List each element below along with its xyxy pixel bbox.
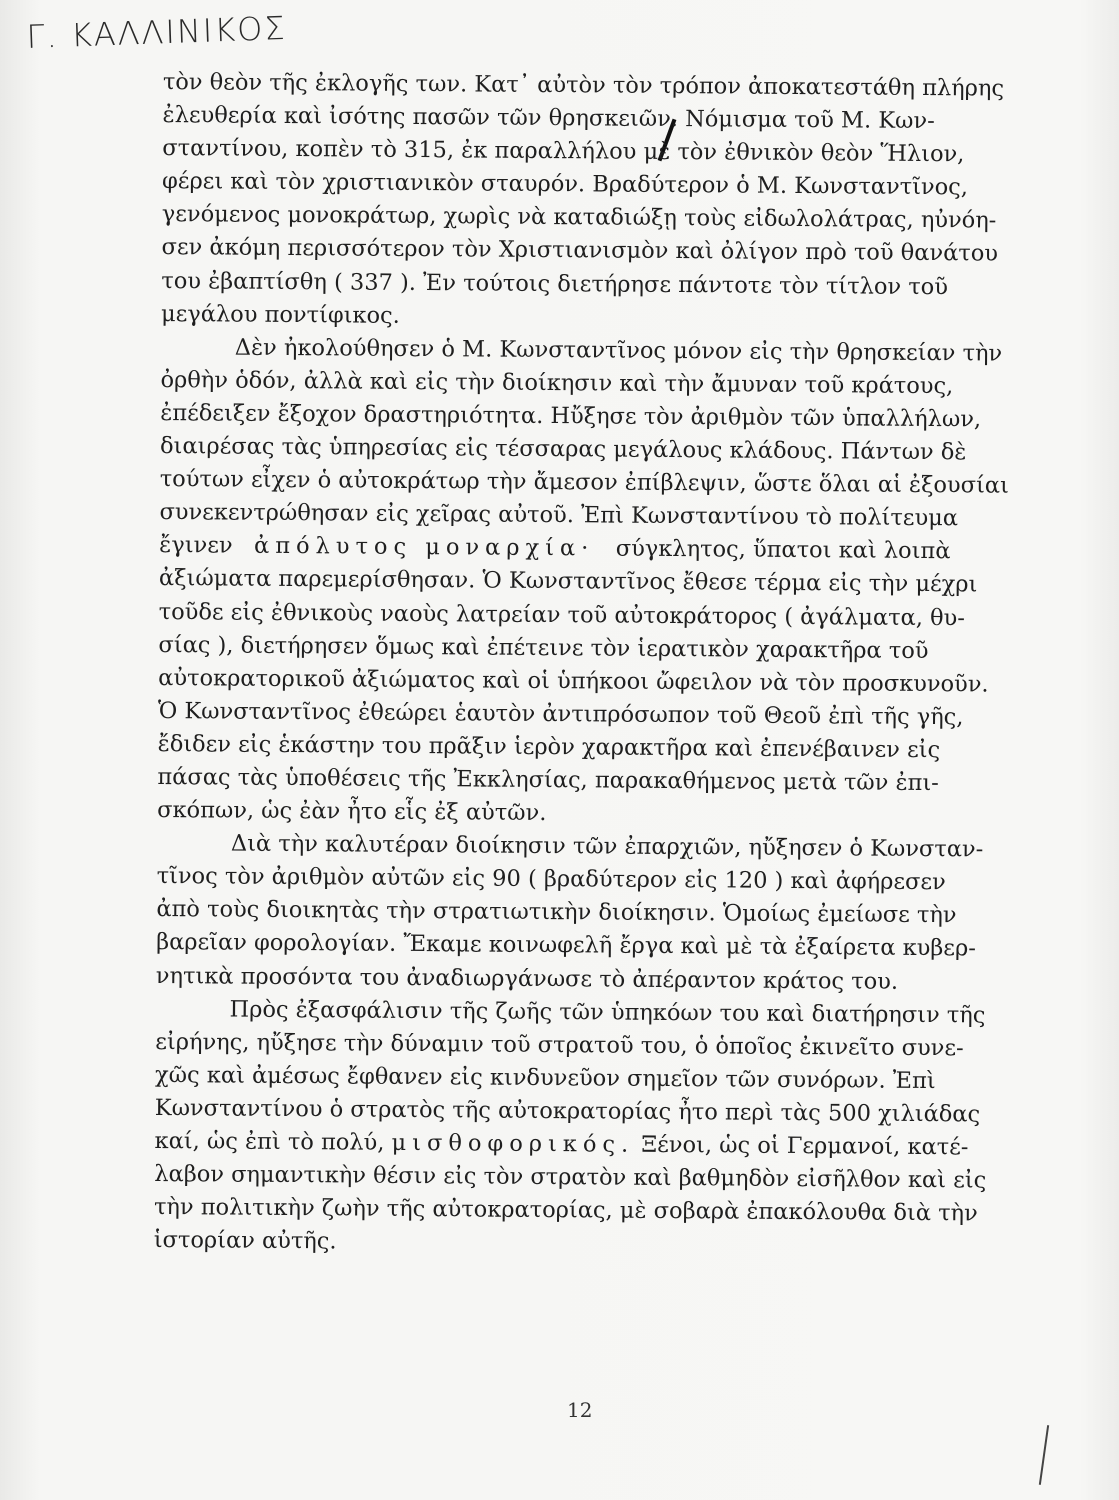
text-line: βαρεῖαν φορολογίαν. Ἔκαμε κοινωφελῆ ἔργα καὶ μὲ τὰ ἐξαίρετα κυβερ-: [156, 929, 976, 962]
text-line: του ἐβαπτίσθη ( 337 ). Ἐν τούτοις διετήρησε πάντοτε τὸν τίτλον τοῦ: [161, 267, 949, 300]
text-line: σταντίνου, κοπὲν τὸ 315, ἐκ παραλλήλου μὲ τὸν ἐθνικὸν θεὸν Ἥλιον,: [162, 135, 965, 168]
text-line: Διὰ τὴν καλυτέραν διοίκησιν τῶν ἐπαρχιῶν, ηὔξησεν ὁ Κωνσταν-: [230, 830, 984, 863]
text-line: γενόμενος μονοκράτωρ, χωρὶς νὰ καταδιώξῃ τοὺς εἰδωλολάτρας, ηὐνόη-: [161, 201, 997, 234]
text-line: ὀρθὴν ὁδόν, ἀλλὰ καὶ εἰς τὴν διοίκησιν καὶ τὴν ἄμυναν τοῦ κράτους,: [160, 366, 954, 400]
text-line: μεγάλου ποντίφικος.: [160, 300, 400, 329]
text-line: αὐτοκρατορικοῦ ἀξιώματος καὶ οἱ ὑπήκοοι ὤφειλον νὰ τὸν προσκυνοῦν.: [158, 664, 989, 698]
text-line: τὸν θεὸν τῆς ἐκλογῆς των. Κατ᾽ αὐτὸν τὸν τρόπον ἀποκατεστάθη πλήρης: [162, 68, 1005, 102]
text-line: τῖνος τὸν ἀριθμὸν αὐτῶν εἰς 90 ( βραδύτερον εἰς 120 ) καὶ ἀφήρεσεν: [156, 863, 946, 896]
paragraph-4: [154, 993, 1012, 1264]
handwritten-author-label: Γ. ΚΑΛΛΙΝΙΚΟΣ: [26, 8, 288, 56]
text-line: Δὲν ἠκολούθησεν ὁ Μ. Κωνσταντῖνος μόνον εἰς τὴν θρησκείαν τὴν: [234, 334, 1003, 367]
emphasized-spaced-text: μισθοφορικός.: [391, 1129, 635, 1158]
text-line: ἱστορίαν αὐτῆς.: [153, 1227, 337, 1255]
text-line: Ὁ Κωνσταντῖνος ἐθεώρει ἑαυτὸν ἀντιπρόσωπον τοῦ Θεοῦ ἐπὶ τῆς γῆς,: [157, 697, 964, 731]
text-line: χῶς καὶ ἀμέσως ἔφθανεν εἰς κινδυνεῦον σημεῖον τῶν συνόρων. Ἐπὶ: [154, 1061, 936, 1094]
text-line: διαιρέσας τὰς ὑπηρεσίας εἰς τέσσαρας μεγάλους κλάδους. Πάντων δὲ: [159, 433, 967, 466]
text-fragment: Ξένοι, ὡς οἱ Γερμανοί, κατέ-: [641, 1131, 969, 1161]
text-fragment: ἔγινεν: [159, 532, 233, 559]
text-line: λαβον σημαντικὴν θέσιν εἰς τὸν στρατὸν καὶ βαθμηδὸν εἰσῆλθον καὶ εἰς: [154, 1161, 987, 1194]
text-line: νητικὰ προσόντα του ἀναδιωργάνωσε τὸ ἀπέραντον κράτος του.: [155, 962, 899, 995]
text-line: ἀξιώματα παρεμερίσθησαν. Ὁ Κωνσταντῖνος ἔθεσε τέρμα εἰς τὴν μέχρι: [158, 565, 978, 598]
text-line: πάσας τὰς ὑποθέσεις τῆς Ἐκκλησίας, παρακαθήμενος μετὰ τῶν ἐπι-: [157, 763, 939, 797]
text-line: ἀπὸ τοὺς διοικητὰς τὴν στρατιωτικὴν διοίκησιν. Ὁμοίως ἐμείωσε τὴν: [156, 896, 957, 929]
text-line: τοῦδε εἰς ἐθνικοὺς ναοὺς λατρείαν τοῦ αὐτοκράτορος ( ἀγάλματα, θυ-: [158, 598, 966, 631]
text-line: εἰρήνης, ηὔξησε τὴν δύναμιν τοῦ στρατοῦ του, ὁ ὁποῖος ἐκινεῖτο συνε-: [155, 1028, 964, 1062]
paragraph-2: [157, 331, 1017, 834]
text-line: ἐπέδειξεν ἔξοχον δραστηριότητα. Ηὔξησε τὸν ἀριθμὸν τῶν ὑπαλλήλων,: [160, 399, 982, 433]
text-line: σίας ), διετήρησεν ὅμως καὶ ἐπέτεινε τὸν ἱερατικὸν χαρακτῆρα τοῦ: [158, 631, 929, 664]
emphasized-spaced-text: ἀπόλυτος μοναρχία·: [253, 533, 595, 562]
body-text: [154, 66, 1019, 1264]
paragraph-3: [156, 827, 1013, 999]
text-line: τούτων εἶχεν ὁ αὐτοκράτωρ τὴν ἄμεσον ἐπίβλεψιν, ὥστε ὅλαι αἱ ἐξουσίαι: [159, 466, 1009, 499]
paragraph-1: [161, 66, 1019, 337]
text-line: Κωνσταντίνου ὁ στρατὸς τῆς αὐτοκρατορίας ἦτο περὶ τὰς 500 χιλιάδας: [154, 1094, 981, 1128]
text-line: ἐλευθερία καὶ ἰσότης πασῶν τῶν θρησκειῶν. Νόμισμα τοῦ Μ. Κων-: [162, 102, 935, 135]
text-fragment: καί, ὡς ἐπὶ τὸ πολύ,: [154, 1127, 385, 1156]
text-line: σκόπων, ὡς ἐὰν ἦτο εἷς ἐξ αὐτῶν.: [157, 797, 547, 827]
page-number: 12: [567, 1398, 593, 1422]
text-line: Πρὸς ἐξασφάλισιν τῆς ζωῆς τῶν ὑπηκόων του καὶ διατήρησιν τῆς: [229, 996, 986, 1029]
text-line: τὴν πολιτικὴν ζωὴν τῆς αὐτοκρατορίας, μὲ σοβαρὰ ἐπακόλουθα διὰ τὴν: [153, 1194, 978, 1227]
text-line: σεν ἀκόμη περισσότερον τὸν Χριστιανισμὸν καὶ ὀλίγον πρὸ τοῦ θανάτου: [161, 234, 999, 268]
text-fragment: σύγκλητος, ὕπατοι καὶ λοιπὰ: [615, 535, 951, 565]
margin-pen-mark: [1039, 1425, 1049, 1485]
text-line: φέρει καὶ τὸν χριστιανικὸν σταυρόν. Βραδύτερον ὁ Μ. Κωνσταντῖνος,: [161, 168, 969, 201]
text-line: ἔδιδεν εἰς ἑκάστην του πρᾶξιν ἱερὸν χαρακτῆρα καὶ ἐπενέβαινεν εἰς: [157, 730, 941, 763]
text-line: συνεκεντρώθησαν εἰς χεῖρας αὐτοῦ. Ἐπὶ Κωνσταντίνου τὸ πολίτευμα: [159, 499, 959, 532]
